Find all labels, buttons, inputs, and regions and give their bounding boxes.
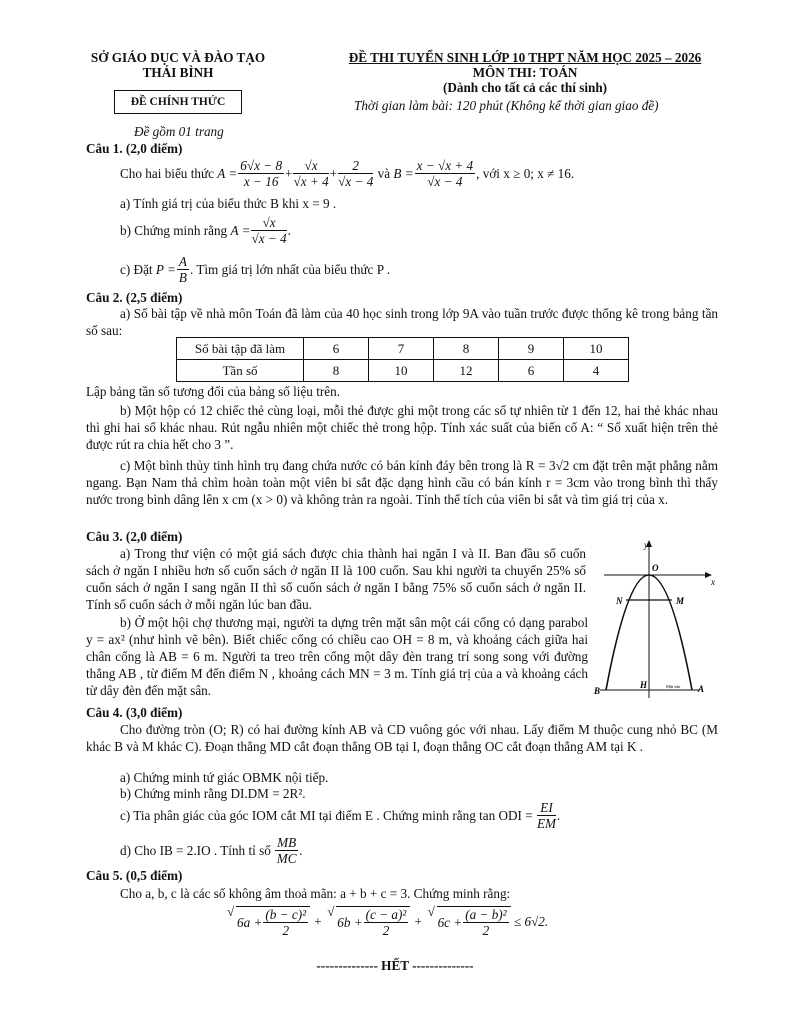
point-o-label: O xyxy=(652,563,659,573)
province-name: THÁI BÌNH xyxy=(142,65,214,80)
table-row: Số bài tập đã làm 6 7 8 9 10 xyxy=(177,338,629,360)
end-marker: -------------- HẾT -------------- xyxy=(316,958,474,973)
q4-statement: Cho đường tròn (O; R) có hai đường kính AB và CD vuông góc với nhau. Lấy điểm M thuộc cung nhỏ BC (M khác B và M khác C). Đoạn thẳng MD cắt đoạn thẳng OB tại I, đoạn thẳng OC cắt đoạn thẳng AM tại K . xyxy=(86,722,718,754)
department-name: SỞ GIÁO DỤC VÀ ĐÀO TẠO xyxy=(90,50,266,65)
radical: √ 6b + $\frac{\text{(c − a)²}}{2}$ xyxy=(336,906,410,938)
audience-note: (Dành cho tất cả các thí sinh) xyxy=(442,80,608,95)
q4-part-c: c) Tia phân giác của góc IOM cắt MI tại điểm E . Chứng minh rằng tan ODI = $\frac{EI}{EM}$ . xyxy=(120,800,561,831)
point-n-label: N xyxy=(616,596,623,606)
point-b-label: B xyxy=(594,686,601,696)
q2-part-a-task: Lập bảng tần số tương đối của bảng số liệu trên. xyxy=(86,384,341,399)
point-a-label: A xyxy=(698,684,705,694)
fraction: $\frac{√x}{√x - 4}$ xyxy=(251,215,287,246)
q4-part-b: b) Chứng minh rằng DI.DM = 2R². xyxy=(120,786,306,801)
y-label: y xyxy=(644,540,648,550)
q1-intro: Cho hai biểu thức xyxy=(120,165,214,181)
q5-statement: Cho a, b, c là các số không âm thoả mãn: a + b + c = 3. Chứng minh rằng: xyxy=(120,886,511,901)
expr-a-label: A = xyxy=(217,165,238,181)
question-1-title: Câu 1. (2,0 điểm) xyxy=(86,141,183,156)
fraction: $\frac{EI}{EM}$ xyxy=(536,800,557,831)
fraction: $\frac{√x}{√x + 4}$ xyxy=(293,158,329,189)
question-2-title: Câu 2. (2,5 điểm) xyxy=(86,290,183,305)
exam-title: ĐỀ THI TUYỂN SINH LỚP 10 THPT NĂM HỌC 2025 – 2026 xyxy=(348,50,702,65)
q1-expressions: Cho hai biểu thức A = $\frac{6√x - 8}{x - 16}$ + $\frac{√x}{√x + 4}$ + $\frac{2}{√x - 4}$ và B = $\frac{x - √x + 4}{√x - 4}$ , với x ≥ 0; x ≠ 16. xyxy=(120,158,575,189)
fraction: $\frac{\text{(a − b)²}}{2}$ xyxy=(465,907,507,938)
table-row: Tần số 8 10 12 6 4 xyxy=(177,360,629,382)
page-count: Đề gồm 01 trang xyxy=(134,124,224,139)
q1-part-b: b) Chứng minh rằng A = $\frac{√x}{√x - 4}$ . xyxy=(120,215,291,246)
fraction: $\frac{6√x - 8}{x - 16}$ xyxy=(240,158,283,189)
question-5-title: Câu 5. (0,5 điểm) xyxy=(86,868,183,883)
fraction: $\frac{2}{√x - 4}$ xyxy=(338,158,374,189)
q2-part-b: b) Một hộp có 12 chiếc thẻ cùng loại, mỗi thẻ được ghi một trong các số tự nhiên từ 1 đến 12, hai thẻ khác nhau thì ghi hai số khác nhau. Rút ngẫu nhiên một chiếc thẻ trong hộp. Tính xác suất của biến cố A: “ Số xuất hiện trên thẻ được rút ra chia hết cho 3 ”. xyxy=(86,403,719,452)
inequality-rhs: ≤ 6√2. xyxy=(513,914,549,929)
q1-part-a: a) Tính giá trị của biểu thức B khi x = 9 . xyxy=(120,196,337,211)
official-stamp xyxy=(114,90,242,114)
q4-part-a: a) Chứng minh tứ giác OBMK nội tiếp. xyxy=(120,770,329,785)
radical: √ 6c + $\frac{\text{(a − b)²}}{2}$ xyxy=(437,906,511,938)
expr-b-label: B = xyxy=(393,165,414,181)
point-m-label: M xyxy=(676,596,685,606)
radical: √ 6a + $\frac{\text{(b − c)²}}{2}$ xyxy=(236,906,310,938)
point-h-label: H xyxy=(640,680,648,690)
question-4-title: Câu 4. (3,0 điểm) xyxy=(86,705,183,720)
q4-part-d: d) Cho IB = 2.IO . Tính tỉ số $\frac{MB}{MC}$ . xyxy=(120,835,303,866)
frequency-table xyxy=(176,337,629,382)
subject-title: MÔN THI: TOÁN xyxy=(472,65,578,80)
q2-part-a: a) Số bài tập về nhà môn Toán đã làm của 40 học sinh trong lớp 9A vào tuần trước được thống kê trong bảng tần số sau: xyxy=(86,306,719,338)
fraction: $\frac{A}{B}$ xyxy=(178,254,187,285)
x-label: x xyxy=(711,577,715,587)
parabola-gate-figure xyxy=(594,538,718,702)
fraction: $\frac{MB}{MC}$ xyxy=(276,835,297,866)
question-3-title: Câu 3. (2,0 điểm) xyxy=(86,529,183,544)
ground-label: Mặt sân xyxy=(666,684,681,689)
time-allowed: Thời gian làm bài: 120 phút (Không kể thời gian giao đề) xyxy=(354,98,659,113)
official-label: ĐỀ CHÍNH THỨC xyxy=(130,96,226,108)
q2-part-c: c) Một bình thủy tinh hình trụ đang chứa nước có bán kính đáy bên trong là R = 3√2 cm đặt trên mặt phẳng nằm ngang. Bạn Nam thả chìm hoàn toàn một viên bi sắt đặc dạng hình cầu có bán kính r = 3cm vào trong bình thì thấy nước trong bình dâng lên x cm (x > 0) và không tràn ra ngoài. Tính thể tích của viên bi sắt và tìm giá trị của x. xyxy=(86,458,719,507)
q1-condition: , với x ≥ 0; x ≠ 16. xyxy=(476,165,575,181)
fraction: $\frac{\text{(c − a)²}}{2}$ xyxy=(365,907,407,938)
fraction: $\frac{\text{(b − c)²}}{2}$ xyxy=(265,907,307,938)
q3-part-a: a) Trong thư viện có một giá sách được chia thành hai ngăn I và II. Ban đầu số cuốn sách ở ngăn I nhiều hơn số cuốn sách ở ngăn II là 100 cuốn. Sau khi người ta chuyển 25% số cuốn sách ở ngăn I sang ngăn II thì số cuốn sách ở ngăn I bằng 75% số cuốn sách ở ngăn II. Tính số cuốn sách ở mỗi ngăn lúc ban đầu. xyxy=(86,546,587,612)
q5-inequality: √ 6a + $\frac{\text{(b − c)²}}{2}$ + √ 6b + $\frac{\text{(c − a)²}}{2}$ + √ 6c + $\frac{\text{(a − b)²}}{2}$ ≤ 6√2. xyxy=(228,906,548,938)
q3-part-b: b) Ở một hội chợ thương mại, người ta dựng trên mặt sân một cái cổng có dạng parabol y = ax² (như hình vẽ bên). Biết chiếc cổng có chiều cao OH = 8 m, và khoảng cách giữa hai chân cổng là AB = 6 m. Người ta treo trên cổng một dây đèn trang trí song song với đường thẳng AB , từ điểm M đến điểm N , khoảng cách MN = 3 m. Tính giá trị của a và khoảng cách từ dây đèn đến mặt sân. xyxy=(86,615,589,698)
q1-part-c: c) Đặt P = $\frac{A}{B}$ . Tìm giá trị lớn nhất của biểu thức P . xyxy=(120,254,391,285)
fraction: $\frac{x - √x + 4}{√x - 4}$ xyxy=(416,158,474,189)
